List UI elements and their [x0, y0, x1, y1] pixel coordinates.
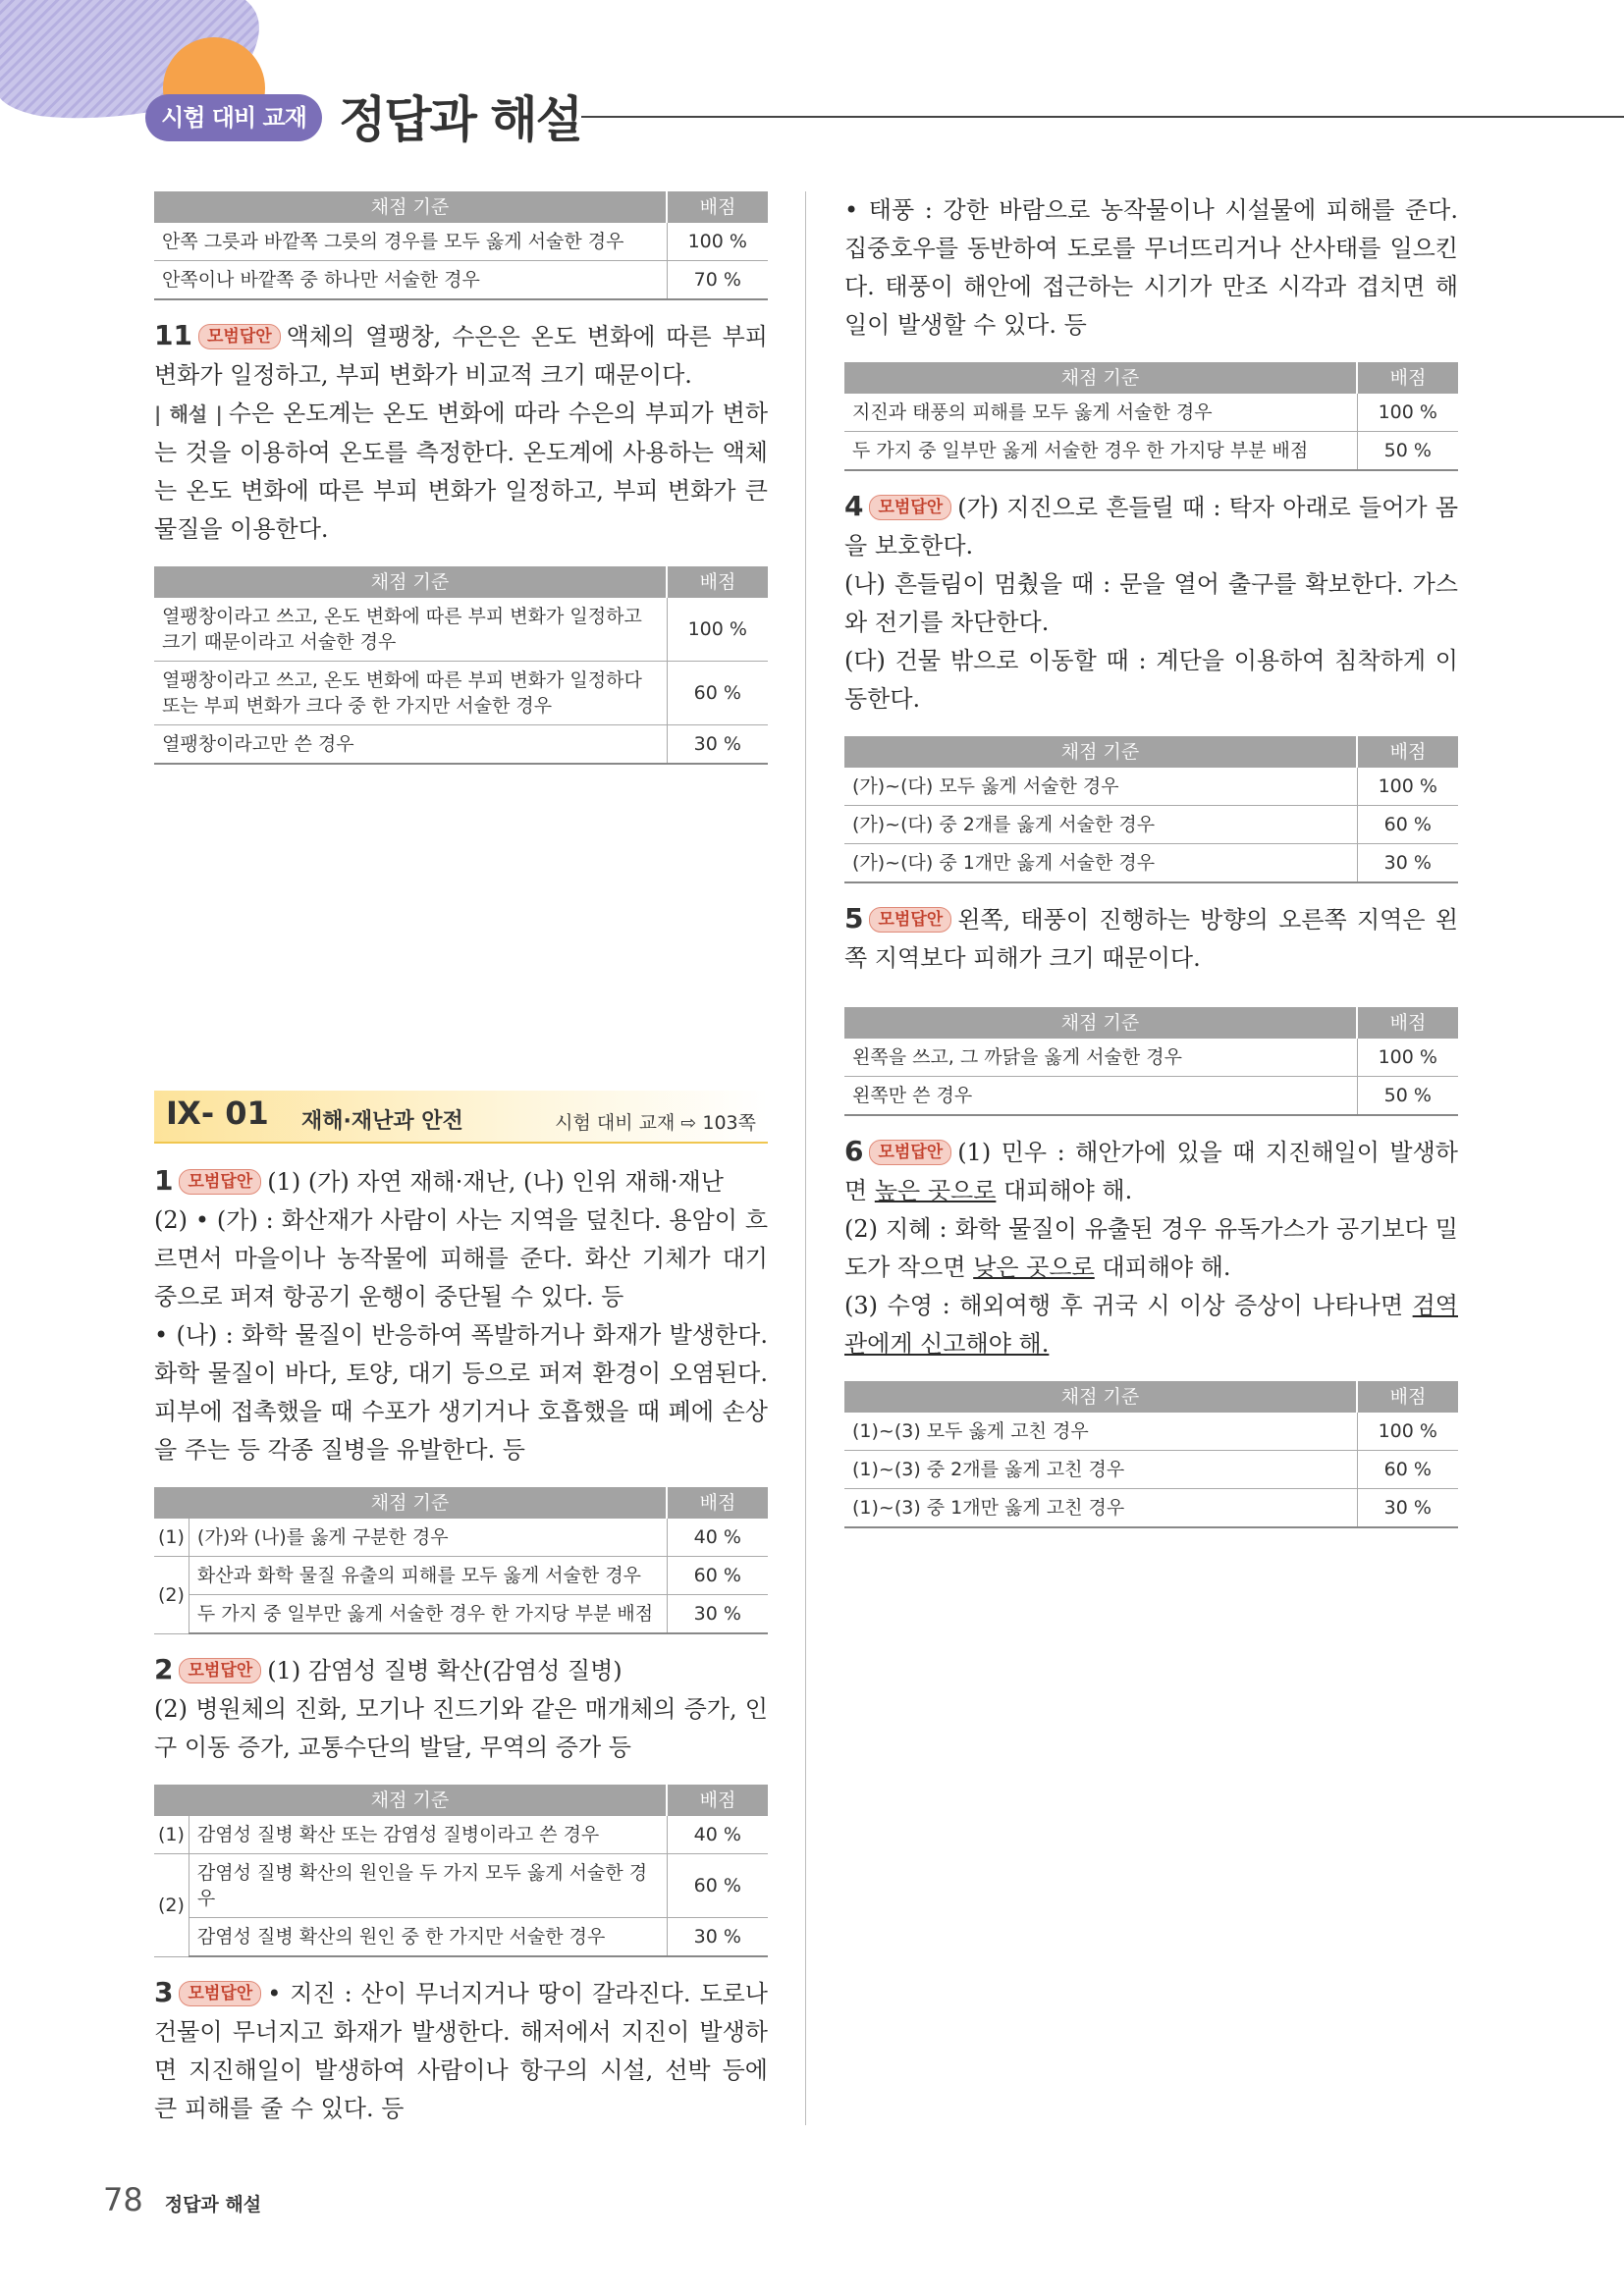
score-table: 채점 기준 배점 (1)~(3) 모두 옳게 고친 경우 100 % (1)~(3) 중 2개를 옳게 고친 경우 60 % (1)~(3) 중 1개만 옳게 고친 경우 30 %	[844, 1381, 1458, 1528]
score-table: 채점 기준 배점 지진과 태풍의 피해를 모두 옳게 서술한 경우 100 % 두 가지 중 일부만 옳게 서술한 경우 한 가지당 부분 배점 50 %	[844, 362, 1458, 471]
criteria-header: 채점 기준	[154, 191, 667, 223]
question-2: 2 모범답안 (1) 감염성 질병 확산(감염성 질병)	[154, 1653, 623, 1685]
table-row: 열팽창이라고 쓰고, 온도 변화에 따른 부피 변화가 일정하고 크기 때문이라고 서술한 경우 100 %	[154, 598, 768, 662]
header-rule	[581, 116, 1624, 118]
section-page-ref: 시험 대비 교재 ⇨ 103쪽	[555, 1112, 756, 1134]
answer-text: • 태풍 : 강한 바람으로 농작물이나 시설물에 피해를 준다. 집중호우를 동반하여 도로를 무너뜨리거나 산사태를 일으킨다. 태풍이 해안에 접근하는 시기가 만조 시각과 겹치면 해일이 발생할 수 있다. 등	[844, 196, 1458, 339]
question-number: 11	[154, 319, 192, 351]
question-4: 4 모범답안 (가) 지진으로 흔들릴 때 : 탁자 아래로 들어가 몸을 보호한다.	[844, 490, 1458, 560]
score-table: 채점 기준 배점 (1) (가)와 (나)를 옳게 구분한 경우 40 % (2) 화산과 화학 물질 유출의 피해를 모두 옳게 서술한 경우 60 % 두 가지 중 일부만 옳게 서술한 경우 한 가지당 부분 배점 30 %	[154, 1487, 768, 1634]
table-row: 안쪽이나 바깥쪽 중 하나만 서술한 경우 70 %	[154, 261, 768, 300]
points-header: 배점	[667, 191, 768, 223]
table-row: 왼쪽을 쓰고, 그 까닭을 옳게 서술한 경우 100 %	[844, 1039, 1458, 1077]
table-row: (1) 감염성 질병 확산 또는 감염성 질병이라고 쓴 경우 40 %	[154, 1816, 768, 1854]
table-row: 열팽창이라고만 쓴 경우 30 %	[154, 725, 768, 765]
right-column	[844, 191, 1458, 1538]
explanation-tag: | 해설 |	[154, 402, 223, 426]
section-code: Ⅸ- 01	[166, 1095, 269, 1132]
score-table: 채점 기준 배점 (1) 감염성 질병 확산 또는 감염성 질병이라고 쓴 경우 40 % (2) 감염성 질병 확산의 원인을 두 가지 모두 옳게 서술한 경우 60 % 감염성 질병 확산의 원인 중 한 가지만 서술한 경우 30 %	[154, 1785, 768, 1957]
answer-text: (2) 지혜 : 화학 물질이 유출된 경우 유독가스가 공기보다 밀도가 작으면 낮은 곳으로 대피해야 해.	[844, 1215, 1458, 1281]
left-column	[154, 191, 768, 2128]
answer-text: (3) 수영 : 해외여행 후 귀국 시 이상 증상이 나타나면 검역관에게 신고해야 해.	[844, 1292, 1458, 1358]
score-table	[154, 191, 768, 300]
explanation	[154, 395, 768, 549]
table-row: 감염성 질병 확산의 원인 중 한 가지만 서술한 경우 30 %	[154, 1918, 768, 1957]
explanation-text: 수은 온도계는 온도 변화에 따라 수은의 부피가 변하는 것을 이용하여 온도를 측정한다. 온도계에 사용하는 액체는 온도 변화에 따른 부피 변화가 일정하고, 부피 변화가 큰 물질을 이용한다.	[154, 400, 768, 543]
question-3: 3 모범답안 • 지진 : 산이 무너지거나 땅이 갈라진다. 도로나 건물이 무너지고 화재가 발생한다. 해저에서 지진이 발생하면 지진해일이 발생하여 사람이나 항구의 시설, 선박 등에 큰 피해를 줄 수 있다. 등	[154, 1976, 768, 2122]
section-header	[154, 1091, 768, 1144]
table-row: 두 가지 중 일부만 옳게 서술한 경우 한 가지당 부분 배점 30 %	[154, 1595, 768, 1634]
footer-label: 정답과 해설	[164, 2194, 262, 2216]
question-6: 6 모범답안 (1) 민우 : 해안가에 있을 때 지진해일이 발생하면 높은 곳으로 대피해야 해.	[844, 1135, 1458, 1204]
table-row: 지진과 태풍의 피해를 모두 옳게 서술한 경우 100 %	[844, 394, 1458, 432]
table-row: (1)~(3) 모두 옳게 고친 경우 100 %	[844, 1413, 1458, 1451]
answer-text: 액체의 열팽창, 수은은 온도 변화에 따른 부피 변화가 일정하고, 부피 변화가 비교적 크기 때문이다.	[154, 323, 768, 389]
table-row: (1)~(3) 중 2개를 옳게 고친 경우 60 %	[844, 1451, 1458, 1489]
page-title: 정답과 해설	[339, 91, 581, 148]
question-5: 5 모범답안 왼쪽, 태풍이 진행하는 방향의 오른쪽 지역은 왼쪽 지역보다 피해가 크기 때문이다.	[844, 902, 1458, 972]
table-row: (가)~(다) 중 1개만 옳게 서술한 경우 30 %	[844, 844, 1458, 883]
score-table: 채점 기준 배점 열팽창이라고 쓰고, 온도 변화에 따른 부피 변화가 일정하고 크기 때문이라고 서술한 경우 100 % 열팽창이라고 쓰고, 온도 변화에 따른 부피 변화가 일정하다 또는 부피 변화가 크다 중 한 가지만 서술한 경우 60 % 열팽창이라고만 쓴 경우 30 %	[154, 566, 768, 765]
table-row: (2) 화산과 화학 물질 유출의 피해를 모두 옳게 서술한 경우 60 %	[154, 1557, 768, 1595]
page-number: 78	[103, 2181, 143, 2218]
answer-text: (2) • (가) : 화산재가 사람이 사는 지역을 덮친다. 용암이 흐르면서 마을이나 농작물에 피해를 준다. 화산 기체가 대기 중으로 퍼져 항공기 운행이 중단될 수 있다. 등	[154, 1206, 768, 1310]
answer-text: (나) 흔들림이 멈췄을 때 : 문을 열어 출구를 확보한다. 가스와 전기를 차단한다.	[844, 570, 1458, 636]
table-row: (가)~(다) 중 2개를 옳게 서술한 경우 60 %	[844, 806, 1458, 844]
question-1: 1 모범답안 (1) (가) 자연 재해·재난, (나) 인위 재해·재난	[154, 1164, 724, 1197]
table-row: 왼쪽만 쓴 경우 50 %	[844, 1077, 1458, 1116]
textbook-badge: 시험 대비 교재	[145, 94, 322, 141]
section-name: 재해·재난과 안전	[301, 1109, 463, 1134]
question-11	[154, 316, 768, 395]
answer-text: (다) 건물 밖으로 이동할 때 : 계단을 이용하여 침착하게 이동한다.	[844, 647, 1458, 713]
answer-text: (2) 병원체의 진화, 모기나 진드기와 같은 매개체의 증가, 인구 이동 증가, 교통수단의 발달, 무역의 증가 등	[154, 1695, 768, 1761]
answer-text: • (나) : 화학 물질이 반응하여 폭발하거나 화재가 발생한다. 화학 물질이 바다, 토양, 대기 등으로 퍼져 환경이 오염된다. 피부에 접촉했을 때 수포가 생기거나 호흡했을 때 폐에 손상을 주는 등 각종 질병을 유발한다. 등	[154, 1321, 768, 1464]
model-answer-tag: 모범답안	[198, 324, 281, 349]
score-table: 채점 기준 배점 왼쪽을 쓰고, 그 까닭을 옳게 서술한 경우 100 % 왼쪽만 쓴 경우 50 %	[844, 1007, 1458, 1116]
page-footer	[103, 2181, 261, 2218]
table-row: (가)~(다) 모두 옳게 서술한 경우 100 %	[844, 768, 1458, 806]
table-row: 두 가지 중 일부만 옳게 서술한 경우 한 가지당 부분 배점 50 %	[844, 432, 1458, 471]
table-row: (2) 감염성 질병 확산의 원인을 두 가지 모두 옳게 서술한 경우 60 %	[154, 1854, 768, 1918]
column-divider	[805, 191, 806, 2125]
score-table: 채점 기준 배점 (가)~(다) 모두 옳게 서술한 경우 100 % (가)~(다) 중 2개를 옳게 서술한 경우 60 % (가)~(다) 중 1개만 옳게 서술한 경우 30 %	[844, 736, 1458, 883]
table-row: 열팽창이라고 쓰고, 온도 변화에 따른 부피 변화가 일정하다 또는 부피 변화가 크다 중 한 가지만 서술한 경우 60 %	[154, 662, 768, 725]
table-row: (1)~(3) 중 1개만 옳게 고친 경우 30 %	[844, 1489, 1458, 1528]
table-row: 안쪽 그릇과 바깥쪽 그릇의 경우를 모두 옳게 서술한 경우 100 %	[154, 223, 768, 261]
table-row: (1) (가)와 (나)를 옳게 구분한 경우 40 %	[154, 1519, 768, 1557]
